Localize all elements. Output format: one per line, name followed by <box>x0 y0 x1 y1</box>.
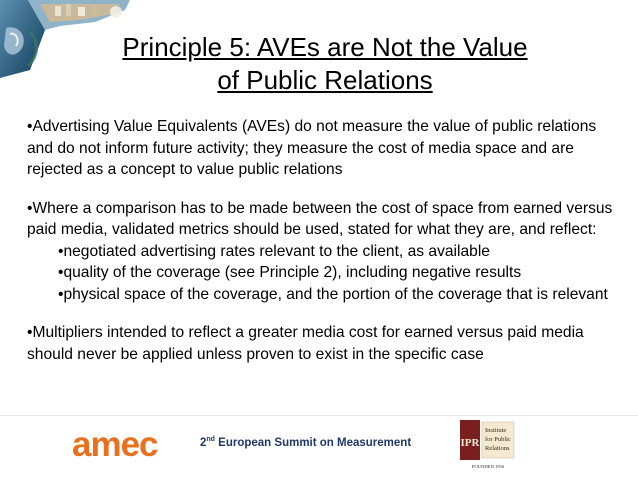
slide-title-line2: of Public Relations <box>217 65 433 95</box>
slide-title <box>60 31 590 97</box>
ipr-founded: FOUNDED 1956 <box>471 464 505 469</box>
slide-title-line1: Principle 5: AVEs are Not the Value <box>122 32 528 62</box>
summit-caption <box>200 436 411 449</box>
ipr-logo <box>460 420 516 470</box>
ipr-letters: IPR <box>460 437 480 449</box>
footer-divider <box>0 415 638 416</box>
summit-ordinal-suffix: nd <box>206 436 215 443</box>
ipr-line1: Institute <box>485 427 507 434</box>
bullet-aves-definition: •Advertising Value Equivalents (AVEs) do not measure the value of public relations and do not inform future activity; they measure the cost of media space and are rejected as a concept to value public relations <box>27 118 597 178</box>
sub-bullet-space: •physical space of the coverage, and the portion of the coverage that is relevant <box>58 285 608 303</box>
amec-logo: amec <box>72 425 158 464</box>
slide-body <box>27 116 617 382</box>
ipr-line2: for Public <box>485 436 511 443</box>
ipr-line3: Relations <box>485 445 510 452</box>
bullet-multipliers: •Multipliers intended to reflect a greater media cost for earned versus paid media should never be applied unless proven to exist in the specific case <box>27 324 584 363</box>
sub-bullet-rates: •negotiated advertising rates relevant to the client, as available <box>58 242 490 260</box>
summit-text: European Summit on Measurement <box>214 436 412 449</box>
summit-ordinal: 2 <box>200 436 207 449</box>
sub-bullet-quality: •quality of the coverage (see Principle 2), including negative results <box>58 264 522 281</box>
bullet-comparison: •Where a comparison has to be made between the cost of space from earned versus paid media, validated metrics should be used, stated for what they are, and reflect: <box>27 199 613 238</box>
sub-bullet-list <box>27 241 617 306</box>
